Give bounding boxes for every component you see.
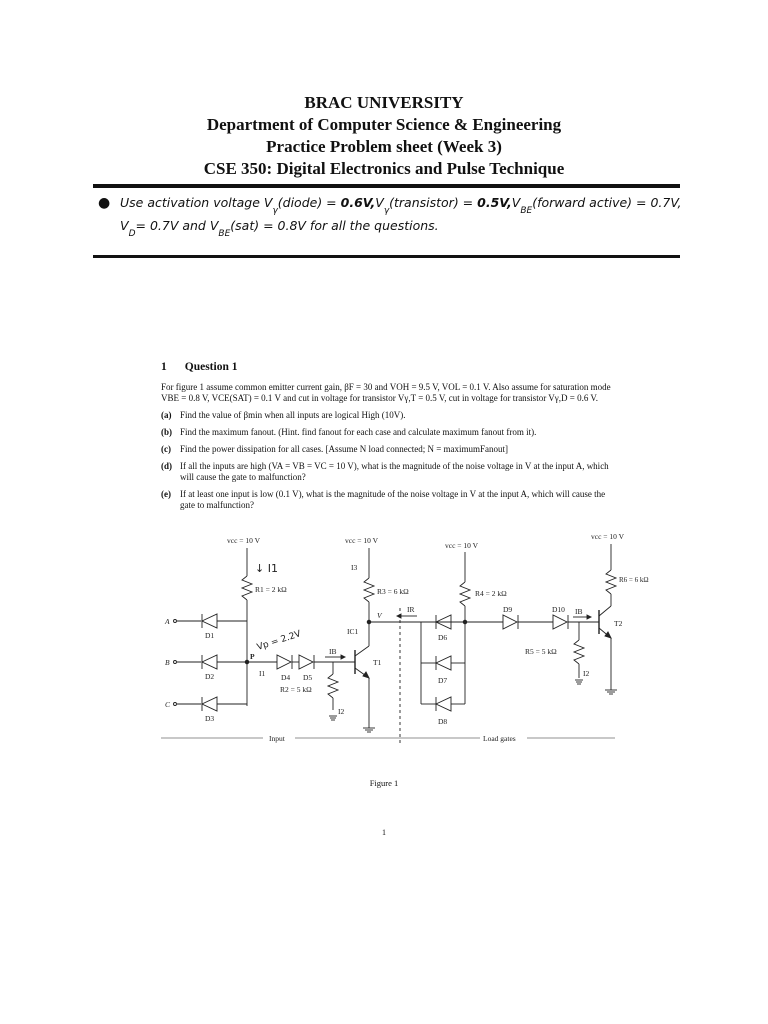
- i3-label: I3: [351, 563, 358, 572]
- r3-label: R3 = 6 kΩ: [377, 587, 409, 596]
- vcc1-label: vcc = 10 V: [227, 536, 261, 545]
- figure-caption: Figure 1: [369, 778, 399, 788]
- r5-label: R5 = 5 kΩ: [525, 647, 557, 656]
- bullet: ●: [98, 195, 111, 211]
- i2b-label: I2: [583, 669, 590, 678]
- t2-label: T2: [614, 619, 623, 628]
- department-name: Department of Computer Science & Engineering: [206, 115, 562, 134]
- d1-label: D1: [205, 631, 215, 640]
- note-line-2: $V_D= 0.7V$ and $V_{BE}(sat) = 0.8V$ for all the questions.: [120, 218, 439, 239]
- d5-label: D5: [303, 673, 313, 682]
- part-c: (c) Find the power dissipation for all cases. [Assume N load connected; N = maximumFanout]: [161, 444, 509, 454]
- d10-label: D10: [552, 605, 565, 614]
- sheet-title: Practice Problem sheet (Week 3): [266, 137, 502, 156]
- note-line-1: Use activation voltage $V_\gamma(diode)$ = $0.6V,V_\gamma(transistor)$ = $0.5V,V_{BE}(forward$ active) = 0.7V,: [120, 195, 682, 216]
- circuit-diagram: [155, 528, 649, 778]
- header: [0, 92, 768, 180]
- question-intro: For figure 1 assume common emitter current gain, βF = 30 and VOH = 9.5 V, VOL = 0.1 V. Also assume for saturation mode VBE = 0.8 V, VCE(SAT) = 0.1 V and cut in voltage for transistor Vγ,T = 0.5 V, cut in voltage for transistor Vγ,D = 0.6 V.: [161, 382, 611, 403]
- ic1-label: IC1: [347, 627, 359, 636]
- node-p-label: P: [250, 652, 255, 661]
- top-rule: [93, 184, 680, 188]
- input-section-label: Input: [269, 734, 285, 743]
- r1-label: R1 = 2 kΩ: [255, 585, 287, 594]
- university-name: BRAC UNIVERSITY: [304, 93, 464, 112]
- question-heading: 1 Question 1: [161, 361, 238, 373]
- i1-label: I1: [259, 669, 266, 678]
- part-b: (b) Find the maximum fanout. (Hint. find fanout for each case and calculate maximum fanout from it).: [161, 427, 537, 437]
- input-c-label: C: [165, 700, 171, 709]
- d7-label: D7: [438, 676, 448, 685]
- d4-label: D4: [281, 673, 291, 682]
- r6-label: R6 = 6 kΩ: [619, 576, 649, 584]
- hand-vp-annotation: Vp = 2.2V: [255, 629, 303, 653]
- r2-label: R2 = 5 kΩ: [280, 685, 312, 694]
- d6-label: D6: [438, 633, 448, 642]
- bottom-rule: [93, 255, 680, 258]
- part-d: (d) If all the inputs are high (VA = VB = VC = 10 V), what is the magnitude of the noise voltage in V at the input A, which will cause the gate to malfunction?: [161, 461, 609, 482]
- ib-label: IB: [329, 647, 337, 656]
- d2-label: D2: [205, 672, 215, 681]
- i2-label: I2: [338, 707, 345, 716]
- part-a: (a) Find the value of βmin when all inputs are logical High (10V).: [161, 410, 406, 420]
- question-section: [161, 362, 611, 517]
- ir-label: IR: [407, 605, 415, 614]
- r4-label: R4 = 2 kΩ: [475, 589, 507, 598]
- d8-label: D8: [438, 717, 448, 726]
- input-b-label: B: [165, 658, 170, 667]
- vcc2-label: vcc = 10 V: [345, 536, 379, 545]
- input-a-label: A: [165, 617, 170, 626]
- course-title: CSE 350: Digital Electronics and Pulse Technique: [203, 159, 565, 178]
- t1-label: T1: [373, 658, 382, 667]
- vcc4-label: vcc = 10 V: [591, 532, 625, 541]
- node-v-label: V: [377, 611, 382, 620]
- hand-i1-annotation: ↓ I1: [255, 562, 278, 575]
- d3-label: D3: [205, 714, 215, 723]
- page-number: 1: [382, 828, 386, 837]
- part-e: (e) If at least one input is low (0.1 V), what is the magnitude of the noise voltage in V at the input A, which will cause the gate to malfunction?: [161, 489, 606, 510]
- ib2-label: IB: [575, 607, 583, 616]
- d9-label: D9: [503, 605, 513, 614]
- load-gates-label: Load gates: [483, 734, 516, 743]
- vcc3-label: vcc = 10 V: [445, 541, 479, 550]
